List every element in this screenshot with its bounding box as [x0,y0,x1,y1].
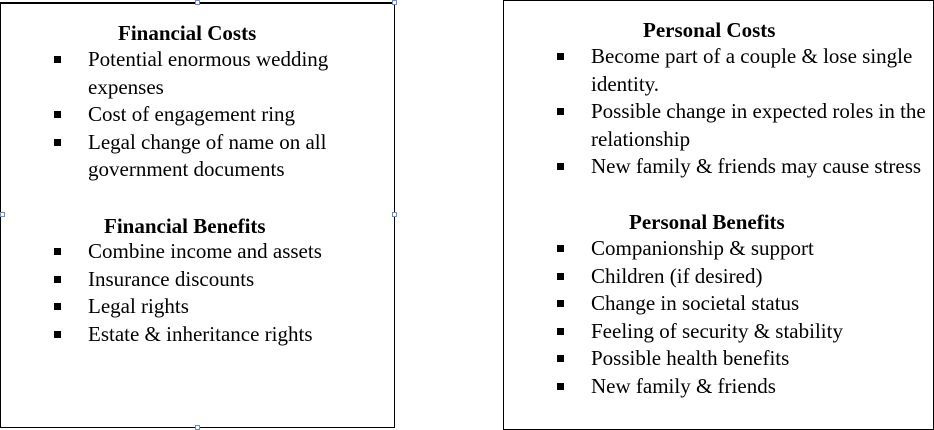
list-item: Feeling of security & stability [557,318,927,346]
list-item: Become part of a couple & lose single identity. [557,43,927,98]
financial-costs-heading: Financial Costs [118,21,257,45]
square-bullet-icon [557,355,564,362]
square-bullet-icon [557,300,564,307]
square-bullet-icon [54,276,61,283]
list-item: Possible health benefits [557,345,927,373]
square-bullet-icon [54,303,61,310]
square-bullet-icon [557,53,564,60]
list-item: Estate & inheritance rights [54,321,384,349]
list-item: Potential enormous wedding expenses [54,46,384,101]
list-item: Possible change in expected roles in the relationship [557,98,927,153]
personal-benefits-heading: Personal Benefits [629,210,785,234]
financial-costs-list [54,46,384,184]
list-item: New family & friends may cause stress [557,153,927,181]
resize-handle-top-middle[interactable] [195,0,200,5]
resize-handle-top-right[interactable] [392,0,397,5]
resize-handle-bottom-middle[interactable] [195,425,200,430]
square-bullet-icon [54,248,61,255]
square-bullet-icon [54,139,61,146]
square-bullet-icon [557,383,564,390]
list-item: Children (if desired) [557,263,927,291]
personal-text-box[interactable] [503,0,934,430]
square-bullet-icon [557,163,564,170]
resize-handle-middle-right[interactable] [392,212,397,217]
resize-handle-middle-left[interactable] [0,212,5,217]
square-bullet-icon [54,111,61,118]
financial-benefits-list [54,238,384,348]
square-bullet-icon [54,331,61,338]
square-bullet-icon [557,108,564,115]
list-item: Legal change of name on all government documents [54,129,384,184]
financial-benefits-heading: Financial Benefits [104,214,266,238]
square-bullet-icon [557,328,564,335]
list-item: New family & friends [557,373,927,401]
financial-text-box[interactable] [0,2,395,428]
list-item: Combine income and assets [54,238,384,266]
square-bullet-icon [54,56,61,63]
square-bullet-icon [557,245,564,252]
list-item: Companionship & support [557,235,927,263]
list-item: Legal rights [54,293,384,321]
list-item: Change in societal status [557,290,927,318]
list-item: Cost of engagement ring [54,101,384,129]
list-item: Insurance discounts [54,266,384,294]
personal-benefits-list [557,235,927,400]
personal-costs-heading: Personal Costs [643,18,776,42]
personal-costs-list [557,43,927,181]
square-bullet-icon [557,273,564,280]
